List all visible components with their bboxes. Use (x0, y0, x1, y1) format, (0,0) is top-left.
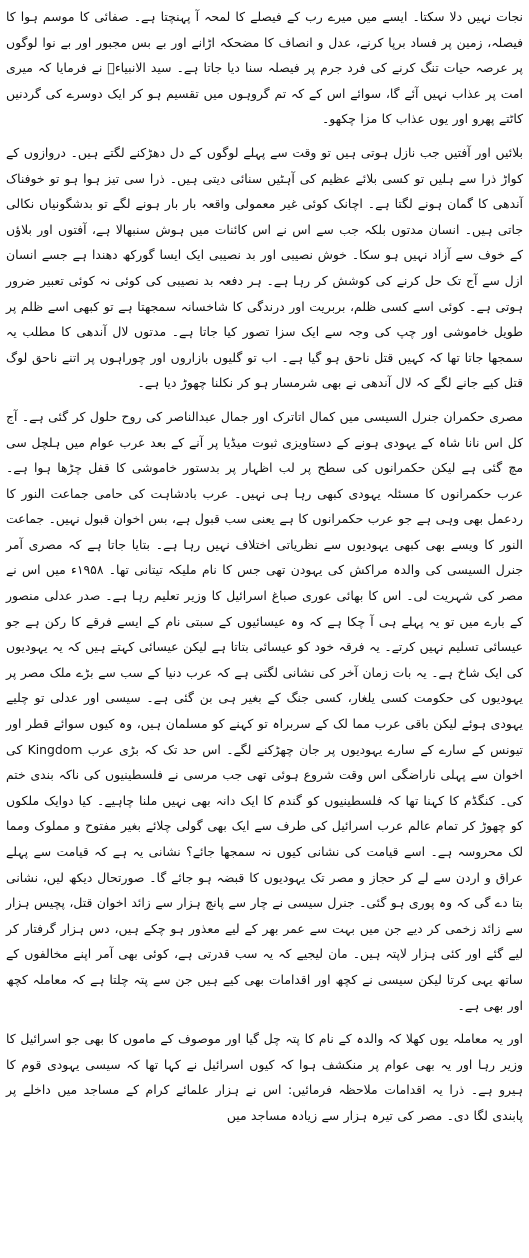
article-paragraph-4: اور یہ معاملہ یوں کھلا کہ والدہ کے نام کا پتہ چل گیا اور موصوف کے ماموں کا بھی جو اسرائیل کا وزیر رہا اور یہ بھی عوام پر منکشف ہوا کہ کیوں اسرائیل نے کہا تھا کہ سیسی یہودی قوم کا ہیرو ہے۔ ذرا یہ اقدامات ملاحظہ فرمائیں: اس نے ہزار علمائے کرام کے مساجد میں داخلے پر پابندی لگا دی۔ مصر کی تیرہ ہزار سے زیادہ مساجد میں (6, 1031, 523, 1123)
article-paragraph-1: نجات نہیں دلا سکتا۔ ایسے میں میرے رب کے فیصلے کا لمحہ آ پہنچتا ہے۔ صفائی کا موسم ہوا کا فیصلہ، زمین پر فساد برپا کرنے، عدل و انصاف کا مضحکہ اڑانے اور بے بس مجبور اور بے نوا لوگوں پر عرصہ حیات تنگ کرنے کی فرد جرم پر فیصلہ سنا دیا جاتا ہے۔ سید الانبیاءؐ نے فرمایا کہ میری امت پر عذاب نہیں آئے گا، سوائے اس کے کہ تم گروہوں میں تقسیم ہو کر ایک دوسرے کی گردنیں کاٹتے پھرو اور یوں عذاب کا مزا چکھو۔ (6, 9, 523, 127)
article-paragraph-3: مصری حکمران جنرل السیسی میں کمال اتاترک اور جمال عبدالناصر کی روح حلول کر گئی ہے۔ آج کل اس نانا شاہ کے یہودی ہونے کے دستاویزی ثبوت میڈیا پر آنے کے بعد عرب عوام میں ہلچل سی مچ گئی ہے لیکن حکمرانوں کی سطح پر لب اظہار پر بدستور خاموشی کا قفل چڑھا ہوا ہے۔ عرب حکمرانوں کا مسئلہ یہودی کبھی رہا ہی نہیں۔ عرب بادشاہت کی حامی جماعت النور کا ردعمل بھی وہی ہے جو عرب حکمرانوں کا ہے یعنی سب قبول ہے، بس اخوان قبول نہیں۔ جماعت النور کا ویسے بھی کبھی یہودیوں سے نظریاتی اختلاف نہیں رہا ہے۔ بتایا جاتا ہے کہ مصری آمر جنرل السیسی کی والدہ مراکش کی یہودن تھی جس کا نام ملیکہ تیتانی تھا۔ ۱۹۵۸ء میں اس نے مصر کی شہریت لی۔ اس کا بھائی عوری صباغ اسرائیل کا وزیر تعلیم رہا ہے۔ صدر عدلی منصور کے بارے میں تو یہ پہلے ہی آ چکا ہے کہ وہ عیسائیوں کے سبتی نام کے ایسے فرقے کا رکن ہے جو عیسائی تسلیم نہیں کرتے۔ یہ فرقہ خود کو عیسائی بتاتا ہے لیکن عیسائی کہتے ہیں کہ یہ یہودیوں کی ایک شاخ ہے۔ یہ بات زمان آخر کی نشانی لگتی ہے کہ عرب دنیا کے سب سے بڑے ملک مصر پر یہودیوں کی حکومت کسی یلغار، کسی جنگ کے بغیر ہی بن گئی ہے۔ سیسی اور عدلی تو چلیے یہودی ہوئے لیکن باقی عرب مما لک کے سربراہ تو کہنے کو مسلمان ہیں، وہ کیوں سوائے قطر اور تیونس کے سارے کے سارے یہودیوں پر جان چھڑکنے لگے۔ اس حد تک کہ بڑی عرب Kingdom کی اخوان سے پہلی ناراضگی اس وقت شروع ہوئی تھی جب مرسی نے فلسطینیوں کی ناکہ بندی ختم کی۔ کنگڈم کا کہنا تھا کہ فلسطینیوں کو گندم کا ایک دانہ بھی نہیں ملنا چاہیے۔ کیا دوایک ملکوں کو چھوڑ کر تمام عالم عرب اسرائیل کی طرف سے ایک بھی گولی چلائے بغیر مفتوح و مملوک ومما لک محروسہ ہے۔ اسے قیامت کی نشانی کیوں نہ سمجھا جائے؟ نشانی یہ ہے کہ قیامت سے پہلے عراق و اردن سے لے کر حجاز و مصر تک یہودیوں کا قبضہ ہو جائے گا۔ صورتحال دیکھ لیں، نشانی بتا دے گی کہ وہ پوری ہو گئی۔ جنرل سیسی نے چار سے پانچ ہزار سے زائد اخوان قتل، پچیس ہزار سے زائد زخمی کر دیے جن میں بہت سے عمر بھر کے لیے معذور ہو چکے ہیں، دس ہزار گرفتار کر لیے گئے اور کئی ہزار لاپتہ ہیں۔ مان لیجیے کہ یہ سب قدرتی ہے، کوئی بھی آمر اپنے مخالفوں کے ساتھ یہی کرتا لیکن سیسی نے کچھ اور اقدامات بھی کیے ہیں جن سے پتہ چلتا ہے کہ معاملہ کچھ اور بھی ہے۔ (6, 408, 524, 1013)
article-paragraph-2: بلائیں اور آفتیں جب نازل ہوتی ہیں تو وقت سے پہلے لوگوں کے دل دھڑکنے لگتے ہیں۔ دروازوں کے کواڑ ذرا سے ہلیں تو کسی بلائے عظیم کی آہٹیں سنائی دیتی ہیں۔ ذرا سی تیز ہوا ہو تو خوفناک آندھی کا گمان ہونے لگتا ہے۔ اچانک کوئی غیر معمولی واقعہ بار بار ہونے لگے تو بدشگونیاں نکالی جاتی ہیں۔ انسان مدتوں بلکہ جب سے اس نے اس کائنات میں ہوش سنبھالا ہے، آفتوں اور بلاؤں کے خوف سے آزاد نہیں ہو سکا۔ خوش نصیبی اور بد نصیبی ایک ایسا گورکھ دھندا ہے جسے انسان ازل سے آج تک حل کرنے کی کوشش کر رہا ہے۔ ہر دفعہ بد نصیبی کی کوئی نہ کوئی تعبیر ضرور ہوتی ہے۔ کوئی اسے کسی ظلم، بربریت اور درندگی کا شاخسانہ سمجھتا ہے تو کبھی اسے ظلم پر طویل خاموشی اور چپ کی وجہ سے ایک سزا تصور کیا جاتا ہے۔ مدتوں لال آندھی کا مطلب یہ سمجھا جاتا تھا کہ کہیں قتل ناحق ہو گیا ہے۔ اب تو گلیوں بازاروں اور چوراہوں پر اتنے ناحق لوگ قتل کیے جانے لگے کہ لال آندھی نے بھی شرمسار ہو کر نکلنا چھوڑ دیا ہے۔ (6, 144, 523, 391)
